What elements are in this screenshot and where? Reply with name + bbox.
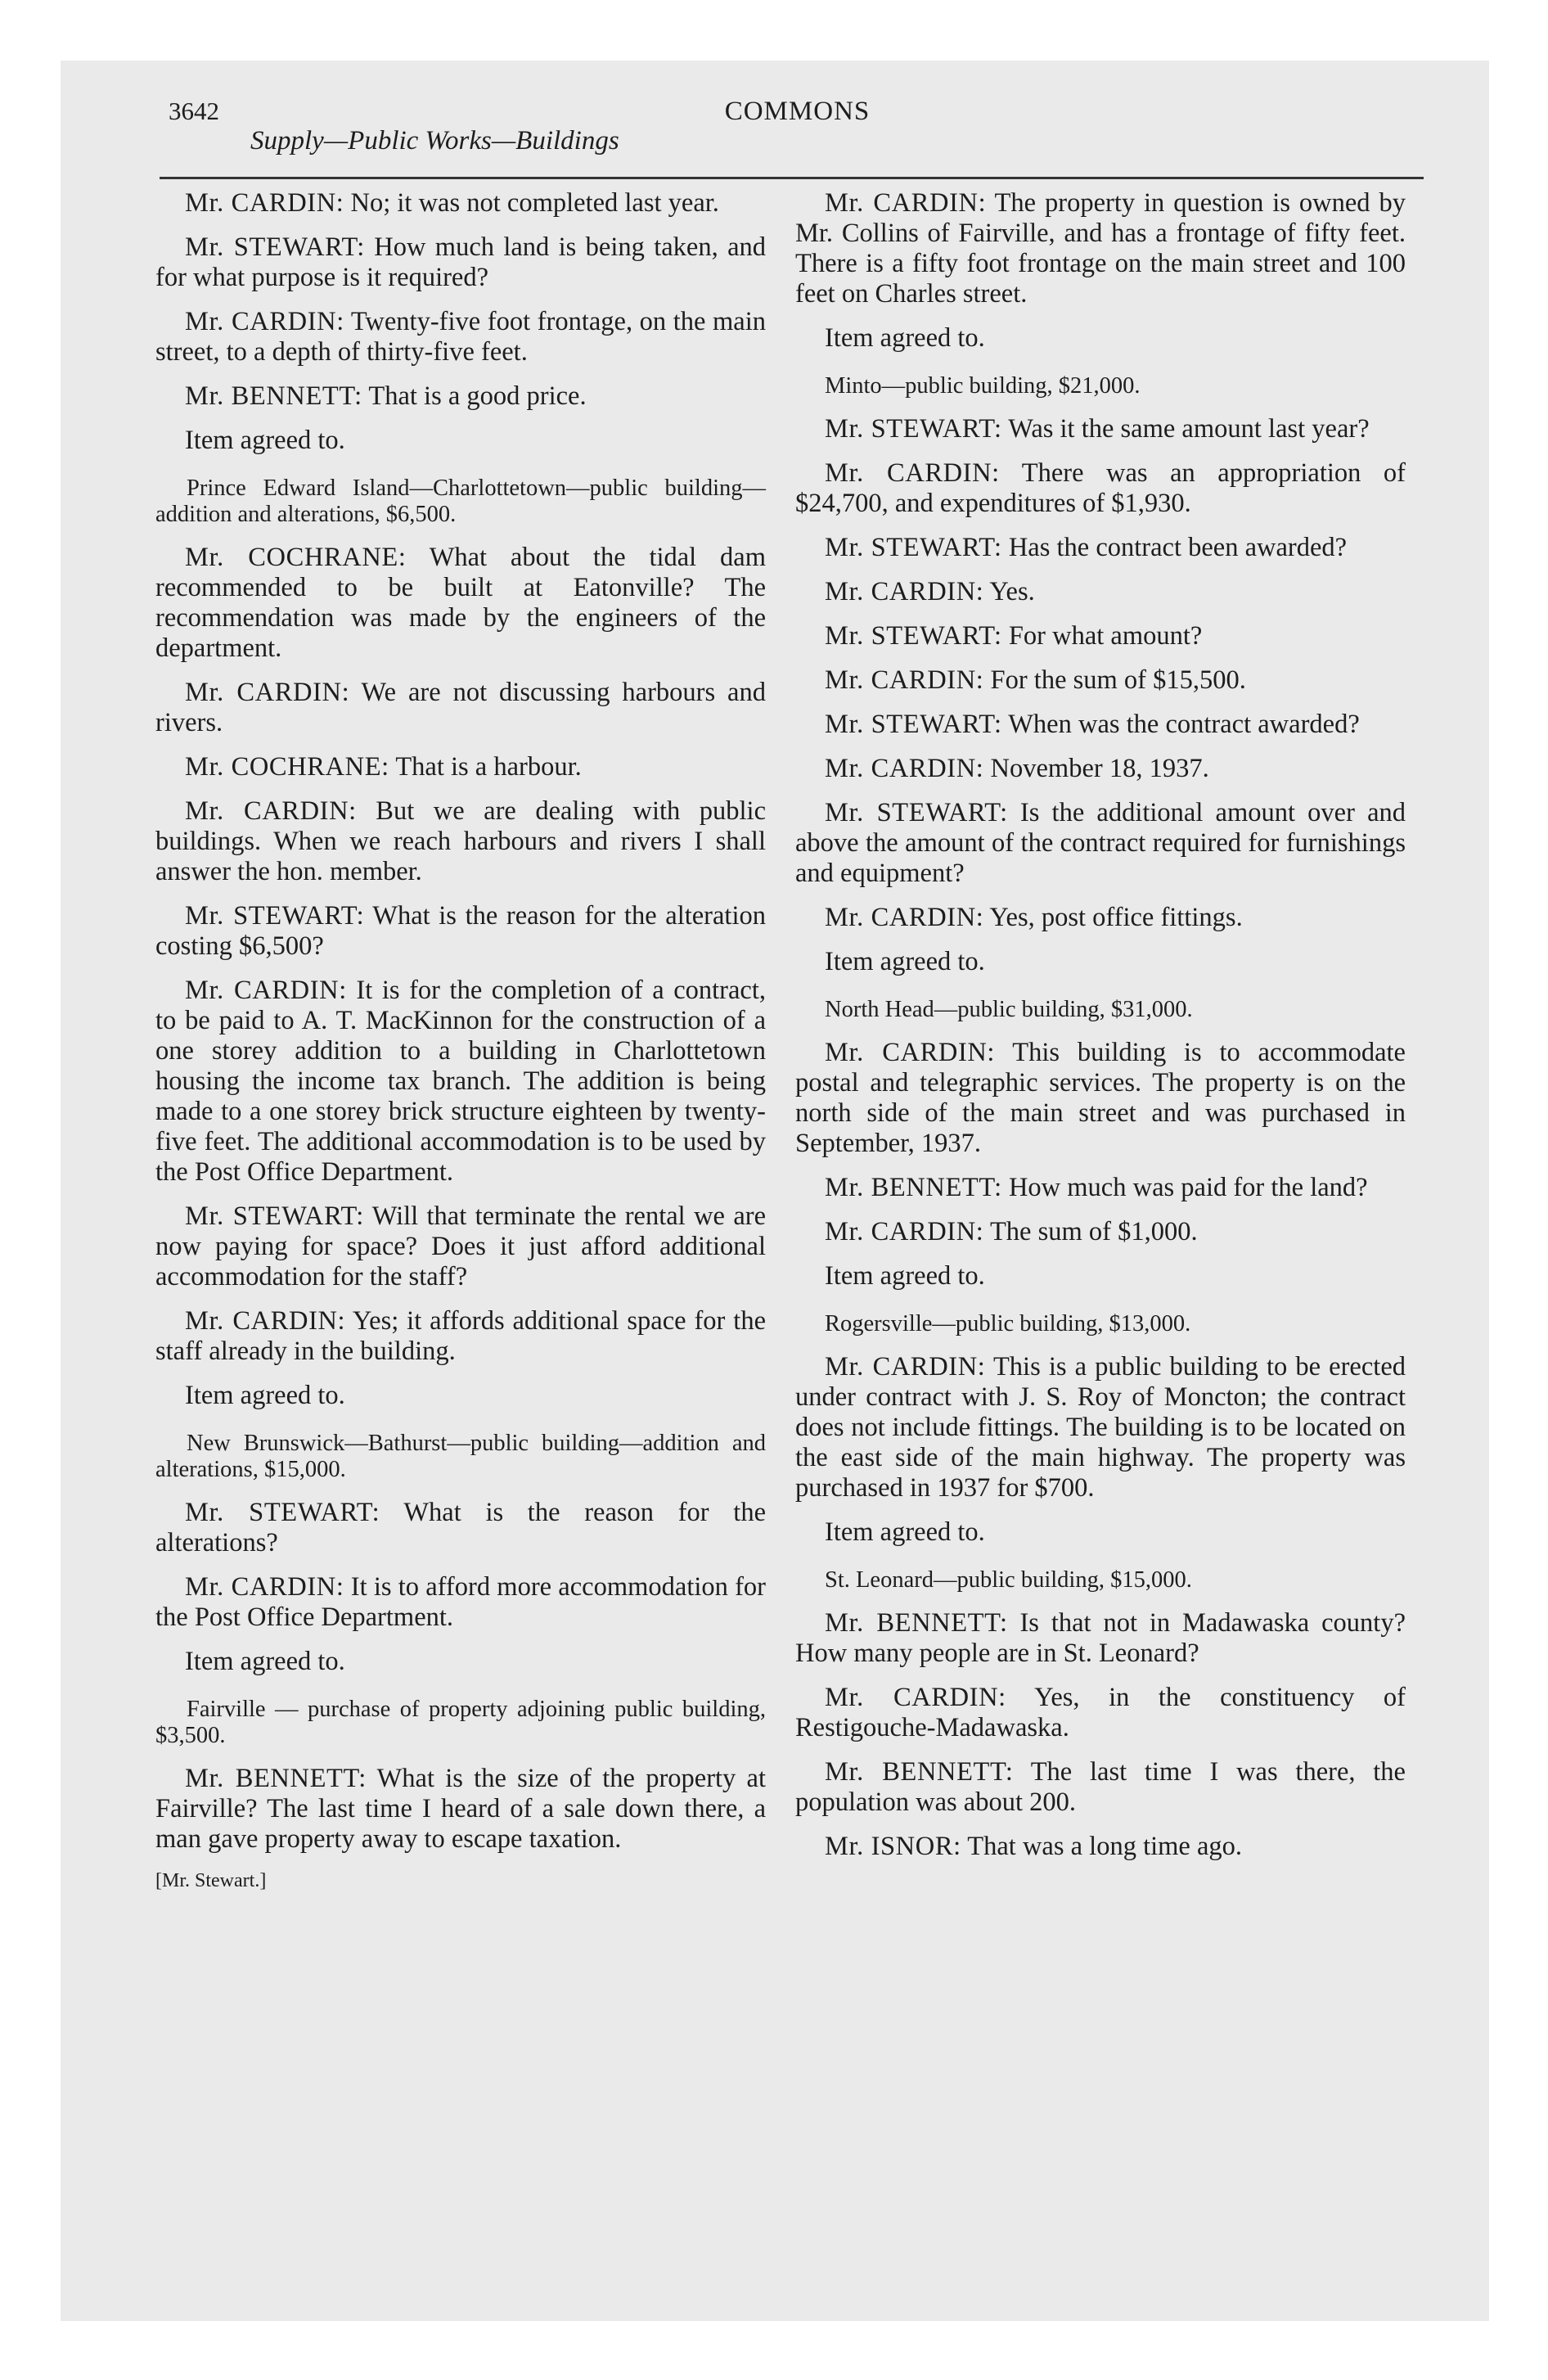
speech-text: That is a good price. <box>368 381 587 411</box>
speech-paragraph <box>155 1764 766 1855</box>
speech-paragraph <box>795 533 1406 563</box>
speech-text: Will that terminate the rental we are now paying for space? Does it just afford additional accommodation for the staff? <box>155 1201 766 1291</box>
speaker-name: Mr. BENNETT: <box>825 1173 1002 1202</box>
speech-text: It is to afford more accommodation for the Post Office Department. <box>155 1572 767 1632</box>
speech-text: This building is to accommodate postal and telegraphic services. The property is on the north side of the main street and was purchased in September, 1937. <box>795 1038 1406 1158</box>
speech-paragraph <box>795 1608 1406 1669</box>
speech-text: That is a harbour. <box>395 752 582 782</box>
speaker-name: Mr. CARDIN: <box>825 1217 984 1246</box>
speech-text: Yes. <box>989 577 1035 606</box>
speaker-name: Mr. CARDIN: <box>825 1038 996 1067</box>
speaker-name: Mr. COCHRANE: <box>185 752 389 782</box>
speech-paragraph <box>155 1306 766 1367</box>
header-rule <box>160 177 1424 179</box>
speech-text: When was the contract awarded? <box>1008 710 1360 739</box>
speaker-name: Mr. CARDIN: <box>185 976 347 1005</box>
supply-item-heading: Prince Edward Island—Charlottetown—public building—addition and alterations, $6,500. <box>155 476 766 527</box>
speech-paragraph <box>795 710 1406 740</box>
speech-text: We are not discussing harbours and rivers. <box>155 678 766 737</box>
speaker-name: Mr. STEWART: <box>185 232 365 262</box>
speaker-name: Mr. STEWART: <box>825 533 1002 562</box>
speech-paragraph <box>155 1498 766 1558</box>
speech-paragraph <box>155 901 766 962</box>
speech-text: How much was paid for the land? <box>1008 1173 1368 1202</box>
supply-item-heading: New Brunswick—Bathurst—public building—addition and alterations, $15,000. <box>155 1431 766 1482</box>
section-title: Supply—Public Works—Buildings <box>250 126 619 156</box>
left-column <box>155 188 766 1893</box>
speech-text: That was a long time ago. <box>967 1832 1243 1861</box>
speaker-name: Mr. BENNETT: <box>185 381 362 411</box>
speaker-name: Mr. COCHRANE: <box>185 543 407 572</box>
speech-paragraph <box>795 665 1406 696</box>
speaker-name: Mr. CARDIN: <box>185 188 344 218</box>
right-column <box>795 188 1406 1876</box>
footnote: [Mr. Stewart.] <box>155 1870 267 1891</box>
supply-item-heading: North Head—public building, $31,000. <box>825 997 1193 1022</box>
speaker-name: Mr. STEWART: <box>185 1201 364 1231</box>
speech-paragraph <box>795 577 1406 607</box>
speech-text: But we are dealing with public buildings. When we reach harbours and rivers I shall answer the hon. member. <box>155 796 767 886</box>
speaker-name: Mr. ISNOR: <box>825 1832 961 1861</box>
speaker-name: Mr. BENNETT: <box>825 1608 1008 1638</box>
speech-paragraph <box>155 796 766 887</box>
speaker-name: Mr. CARDIN: <box>825 1352 986 1382</box>
speech-paragraph <box>155 381 766 412</box>
speaker-name: Mr. CARDIN: <box>185 307 344 336</box>
speech-text: What about the tidal dam recommended to be built at Eatonville? The recommendation was made by the engineers of the department. <box>155 543 766 663</box>
speech-paragraph <box>795 414 1406 444</box>
speaker-name: Mr. BENNETT: <box>185 1764 367 1793</box>
speech-text: What is the reason for the alteration costing $6,500? <box>155 901 766 961</box>
speech-paragraph <box>795 1217 1406 1247</box>
speaker-name: Mr. STEWART: <box>185 901 365 931</box>
speech-text: There was an appropriation of $24,700, and expenditures of $1,930. <box>795 458 1406 518</box>
speaker-name: Mr. CARDIN: <box>185 1572 344 1602</box>
speaker-name: Mr. CARDIN: <box>825 188 987 218</box>
item-agreed-line: Item agreed to. <box>185 1381 345 1410</box>
item-agreed-line: Item agreed to. <box>185 1647 345 1676</box>
speech-paragraph <box>795 188 1406 309</box>
item-agreed-line: Item agreed to. <box>185 426 345 455</box>
page-header <box>169 95 1426 177</box>
speech-text: For the sum of $15,500. <box>990 665 1246 695</box>
speech-text: How much land is being taken, and for what purpose is it required? <box>155 232 766 292</box>
speech-paragraph <box>155 752 766 782</box>
speaker-name: Mr. STEWART: <box>825 798 1008 827</box>
speaker-name: Mr. STEWART: <box>825 710 1002 739</box>
speech-paragraph <box>795 1173 1406 1203</box>
speech-paragraph <box>155 678 766 738</box>
speech-text: Yes; it affords additional space for the staff already in the building. <box>155 1306 767 1366</box>
page-number: 3642 <box>169 97 219 125</box>
speech-text: Is the additional amount over and above the amount of the contract required for furnishings and equipment? <box>795 798 1406 888</box>
speech-paragraph <box>155 307 766 367</box>
speaker-name: Mr. STEWART: <box>185 1498 380 1527</box>
speech-paragraph <box>795 458 1406 519</box>
speech-text: What is the reason for the alterations? <box>155 1498 766 1557</box>
speech-paragraph <box>155 1572 766 1633</box>
speech-paragraph <box>155 543 766 664</box>
speech-paragraph <box>155 976 766 1188</box>
item-agreed-line: Item agreed to. <box>825 1261 985 1291</box>
speech-text: November 18, 1937. <box>990 754 1209 783</box>
speech-paragraph <box>155 232 766 293</box>
speaker-name: Mr. STEWART: <box>825 414 1002 444</box>
speech-paragraph <box>795 754 1406 784</box>
speaker-name: Mr. CARDIN: <box>825 1683 1006 1712</box>
speech-paragraph <box>795 1832 1406 1862</box>
speech-text: Has the contract been awarded? <box>1008 533 1348 562</box>
speech-paragraph <box>795 1352 1406 1503</box>
speech-text: Was it the same amount last year? <box>1008 414 1370 444</box>
speech-text: The last time I was there, the population was about 200. <box>795 1757 1406 1817</box>
speech-text: The sum of $1,000. <box>989 1217 1198 1246</box>
speech-text: It is for the completion of a contract, to be paid to A. T. MacKinnon for the construction of a one storey addition to a building in Charlottetown housing the income tax branch. The addition is being made to a one storey brick structure eighteen by twenty-five feet. The additional accommodation is to be used by the Post Office Department. <box>155 976 766 1187</box>
speech-paragraph <box>155 1201 766 1292</box>
speech-paragraph <box>795 903 1406 933</box>
supply-item-heading: Minto—public building, $21,000. <box>825 373 1141 399</box>
speaker-name: Mr. CARDIN: <box>185 678 350 707</box>
speech-text: For what amount? <box>1008 621 1203 651</box>
speech-text: What is the size of the property at Fairville? The last time I heard of a sale down there, a man gave property away to escape taxation. <box>155 1764 766 1854</box>
item-agreed-line: Item agreed to. <box>825 323 985 353</box>
speech-text: No; it was not completed last year. <box>350 188 719 218</box>
speaker-name: Mr. CARDIN: <box>825 577 984 606</box>
speech-text: The property in question is owned by Mr. Collins of Fairville, and has a frontage of fifty feet. There is a fifty foot frontage on the main street and 100 feet on Charles street. <box>795 188 1406 309</box>
item-agreed-line: Item agreed to. <box>825 947 985 976</box>
speaker-name: Mr. BENNETT: <box>825 1757 1014 1787</box>
speech-paragraph <box>795 621 1406 651</box>
speech-text: This is a public building to be erected under contract with J. S. Roy of Moncton; the contract does not include fittings. The building is to be located on the east side of the main highway. The property was purchased in 1937 for $700. <box>795 1352 1406 1503</box>
speech-paragraph <box>795 1683 1406 1743</box>
supply-item-heading: Rogersville—public building, $13,000. <box>825 1311 1191 1336</box>
supply-item-heading: St. Leonard—public building, $15,000. <box>825 1567 1192 1593</box>
speech-text: Is that not in Madawaska county? How many people are in St. Leonard? <box>795 1608 1406 1668</box>
speaker-name: Mr. STEWART: <box>825 621 1002 651</box>
speech-paragraph <box>795 1038 1406 1159</box>
speaker-name: Mr. CARDIN: <box>825 903 984 932</box>
speaker-name: Mr. CARDIN: <box>825 665 984 695</box>
speech-text: Yes, post office fittings. <box>989 903 1243 932</box>
speech-paragraph <box>795 798 1406 889</box>
speech-text: Twenty-five foot frontage, on the main street, to a depth of thirty-five feet. <box>155 307 766 367</box>
speaker-name: Mr. CARDIN: <box>185 1306 346 1336</box>
speech-paragraph <box>155 188 766 219</box>
speaker-name: Mr. CARDIN: <box>825 458 1000 488</box>
speaker-name: Mr. CARDIN: <box>825 754 984 783</box>
speaker-name: Mr. CARDIN: <box>185 796 357 826</box>
item-agreed-line: Item agreed to. <box>825 1517 985 1547</box>
speech-paragraph <box>795 1757 1406 1818</box>
supply-item-heading: Fairville — purchase of property adjoining public building, $3,500. <box>155 1697 766 1748</box>
speech-text: Yes, in the constituency of Restigouche-Madawaska. <box>795 1683 1406 1742</box>
journal-title: COMMONS <box>724 97 871 126</box>
